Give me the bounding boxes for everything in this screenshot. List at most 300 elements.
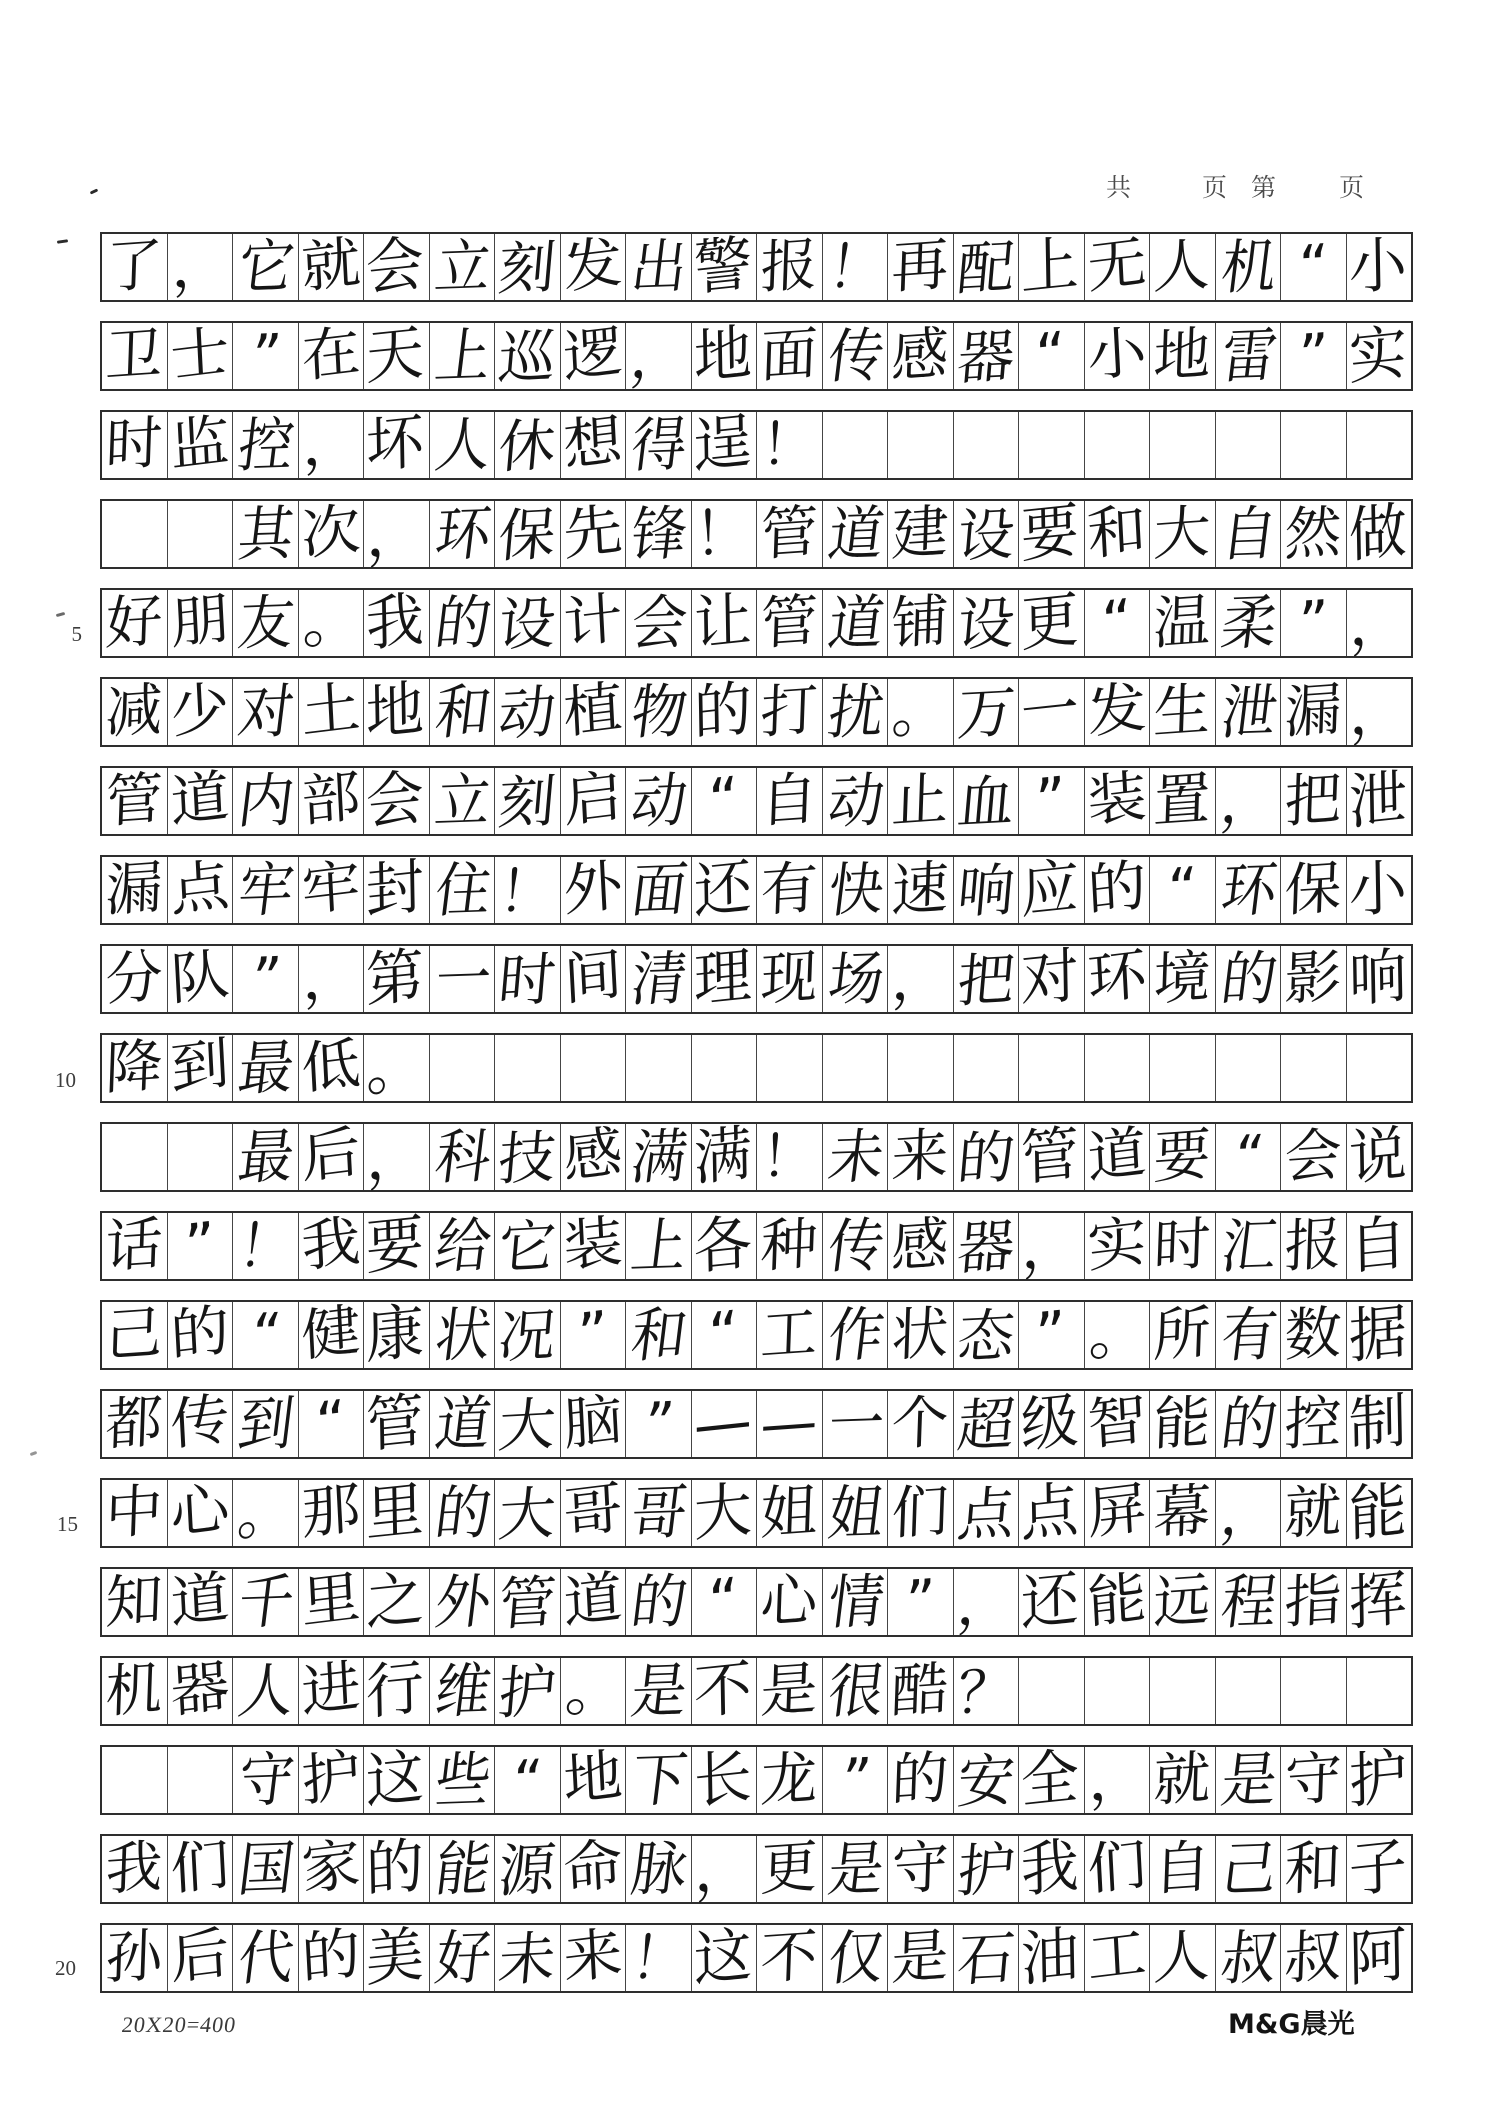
handwritten-character: 一 [1020,673,1080,750]
grid-cell [430,1745,496,1816]
grid-cell [1085,1920,1151,1993]
handwritten-character: 地 [693,317,753,394]
handwritten-character: 对 [1020,940,1080,1017]
grid-cell [561,1208,627,1281]
grid-cell [954,768,1020,838]
handwritten-character: 感 [890,1210,950,1281]
handwritten-character: 柔 [1217,588,1281,659]
grid-cell [364,851,430,928]
handwritten-character: 很 [824,1656,888,1727]
grid-cell [1347,1474,1412,1551]
grid-cell [1019,1830,1085,1907]
handwritten-character: 保 [1283,854,1343,925]
handwritten-character: 部 [299,763,362,836]
handwritten-character: 一 [431,944,495,1015]
grid-cell [1281,234,1347,300]
grid-cell [1150,1035,1216,1101]
grid-cell [757,320,823,391]
grid-cell [1281,1744,1347,1815]
grid-cell [757,587,823,658]
grid-cell [430,1834,496,1905]
handwritten-character: 健 [299,1297,362,1370]
handwritten-character: 维 [431,1656,495,1727]
handwritten-character: 所 [1152,1299,1212,1370]
handwritten-character: 未 [824,1122,888,1193]
handwritten-character: 能 [1152,1388,1212,1459]
grid-row [100,762,1413,839]
handwritten-character: 要 [365,1207,425,1284]
grid-cell [954,1747,1020,1817]
handwritten-character: 中 [104,1477,164,1548]
grid-cell [1216,1478,1282,1549]
handwritten-character: 心 [168,1475,231,1548]
handwritten-character: 封 [365,851,425,928]
handwritten-character: 康 [365,1296,425,1373]
handwritten-character: 千 [234,1567,299,1638]
handwritten-character: 那 [299,1475,362,1548]
handwritten-character: 时 [1152,1210,1212,1281]
handwritten-character: ， [954,1569,1018,1639]
handwritten-character: ， [890,943,950,1014]
grid-cell [561,496,627,569]
grid-cell [430,321,496,392]
stray-pen-mark [30,1451,38,1456]
grid-cell [1019,1741,1085,1818]
handwritten-character: 是 [1217,1745,1281,1816]
handwritten-character: 植 [561,674,624,747]
handwritten-character: 然 [1283,498,1343,569]
handwritten-character: 动 [627,766,692,837]
handwritten-character: 挥 [1348,1563,1408,1640]
grid-cell [102,1655,168,1726]
grid-cell [364,1296,430,1373]
handwritten-character: 次 [299,496,362,569]
grid-cell [102,1388,168,1459]
grid-cell [430,1567,496,1638]
handwritten-character: 保 [495,501,559,571]
line-number-5: 5 [71,622,82,646]
grid-cell [233,232,299,303]
handwritten-character: 人 [234,1656,299,1727]
handwritten-character: ， [299,941,362,1014]
handwritten-character: 动 [495,679,559,749]
grid-cell [561,1299,627,1368]
handwritten-character: ” [1035,764,1067,837]
handwritten-character: 要 [1152,1121,1212,1192]
grid-cell [1019,1919,1085,1996]
handwritten-character: 的 [1217,944,1281,1015]
grid-cell [495,501,561,571]
grid-cell [692,1207,758,1284]
handwritten-character: 里 [299,1564,362,1637]
grid-cell [823,232,889,303]
grid-row [100,317,1413,394]
grid-cell [561,1831,627,1904]
grid-cell [430,1035,496,1101]
handwritten-character: 我 [104,1833,164,1904]
grid-cell [1019,1118,1085,1195]
grid-cell [299,763,365,836]
handwritten-character: 外 [561,852,624,925]
grid-cell [1150,1121,1216,1192]
handwritten-character: 住 [431,855,495,926]
grid-cell [364,317,430,394]
handwritten-character: 家 [299,1831,362,1904]
handwritten-character: 守 [234,1745,299,1816]
grid-cell [823,1656,889,1727]
handwritten-character: 就 [299,229,362,302]
grid-cell [430,1389,496,1460]
grid-cell [1019,412,1085,478]
grid-row [100,495,1413,572]
grid-cell [1019,1385,1085,1462]
grid-cell [1347,495,1412,572]
handwritten-character: 。 [561,1653,624,1726]
grid-cell [954,1035,1020,1101]
grid-cell [561,407,627,480]
grid-cell [954,1569,1020,1639]
handwritten-character: 大 [495,1391,559,1461]
handwritten-character: 不 [693,1652,753,1729]
grid-cell [233,1211,299,1282]
handwritten-character: 我 [365,584,425,661]
handwritten-character: 理 [693,940,753,1017]
grid-cell [823,321,889,392]
grid-cell [299,1030,365,1103]
grid-cell [102,765,168,836]
handwritten-character: 立 [431,232,495,303]
grid-cell [692,1118,758,1195]
handwritten-character: 智 [1085,1386,1148,1459]
grid-cell [626,1389,692,1460]
grid-cell [954,1391,1020,1461]
handwritten-character: — [759,1388,819,1459]
handwritten-character: 到 [168,1030,231,1103]
handwritten-character: 最 [234,1122,299,1193]
handwritten-character: 这 [365,1741,425,1818]
handwritten-character: 面 [759,320,819,391]
grid-cell [1347,673,1412,750]
handwritten-character: 个 [890,1388,950,1459]
handwritten-character: 心 [759,1566,819,1637]
grid-cell [757,1655,823,1726]
grid-cell [561,1920,627,1993]
handwritten-character: “ [707,1298,739,1371]
grid-cell [168,1386,234,1459]
grid-cell [954,1124,1020,1194]
handwritten-character: 护 [495,1658,559,1728]
handwritten-character: 情 [824,1567,888,1638]
composition-grid [100,228,1413,2012]
grid-cell [364,762,430,839]
handwritten-character: 的 [1217,1389,1281,1460]
handwritten-character: 是 [627,1656,692,1727]
grid-cell [102,1477,168,1548]
handwritten-character: 生 [1152,676,1212,747]
handwritten-character: 点 [168,852,231,925]
grid-cell [430,1656,496,1727]
grid-cell [561,763,627,836]
handwritten-character: ” [1297,321,1330,390]
grid-cell [299,1119,365,1192]
grid-cell [1347,1035,1412,1101]
handwritten-character: 器 [954,1213,1018,1283]
grid-cell [299,1920,365,1993]
grid-cell [1347,1118,1412,1195]
grid-cell [1085,1658,1151,1724]
handwritten-character: 不 [759,1922,819,1993]
handwritten-character: ， [168,229,231,302]
handwritten-character: 上 [431,321,495,392]
handwritten-character: 是 [824,1834,888,1905]
grid-cell [364,1563,430,1640]
handwritten-character: 管 [495,1569,559,1639]
grid-cell [233,1745,299,1816]
handwritten-character: 数 [1283,1299,1343,1370]
handwritten-character: 友 [234,588,299,659]
handwritten-character: 据 [1348,1296,1408,1373]
grid-cell [954,590,1020,660]
grid-cell [299,674,365,747]
handwritten-character: ” [247,944,285,1015]
handwritten-character: 影 [1283,943,1343,1014]
handwritten-character: 感 [890,320,950,391]
handwritten-character: 叔 [1217,1923,1281,1994]
grid-cell [495,234,561,304]
grid-cell [1085,674,1151,747]
handwritten-character: 还 [1020,1563,1080,1640]
handwritten-character: 自 [1348,1207,1408,1284]
handwritten-character: 清 [627,944,692,1015]
grid-row [100,940,1413,1017]
handwritten-character: 人 [1152,1922,1212,1993]
handwritten-character: 状 [431,1300,495,1371]
handwritten-character: 哥 [627,1478,692,1549]
handwritten-character: 代 [234,1923,299,1994]
handwritten-character: 程 [1217,1567,1281,1638]
handwritten-character: 刻 [495,234,559,304]
handwritten-character: 漏 [104,854,164,925]
grid-cell [1216,1211,1282,1282]
handwritten-character: 好 [431,1923,495,1994]
grid-cell [364,1652,430,1729]
handwritten-character: 现 [759,943,819,1014]
grid-cell [1019,584,1085,661]
grid-cell [364,1385,430,1462]
handwritten-character: 我 [299,1208,362,1281]
grid-cell [757,1566,823,1637]
grid-cell [823,1300,889,1371]
grid-cell [233,1834,299,1905]
handwritten-character: 牢 [299,852,362,925]
handwritten-character: 会 [1283,1121,1343,1192]
grid-cell [692,851,758,928]
grid-cell [1085,1742,1151,1815]
grid-cell [1150,587,1216,658]
handwritten-character: 环 [431,499,495,570]
grid-cell [1216,1567,1282,1638]
handwritten-character: 控 [234,410,299,481]
handwritten-character: 外 [431,1567,495,1638]
handwritten-character: 想 [561,407,624,480]
handwritten-character: 行 [365,1652,425,1729]
grid-cell [888,1744,954,1815]
grid-cell [1216,232,1282,303]
handwritten-character: 传 [824,1211,888,1282]
handwritten-character: 满 [627,1122,692,1193]
handwritten-character: ” [904,1567,937,1636]
grid-cell [299,496,365,569]
handwritten-character: 低 [299,1030,362,1103]
handwritten-character: 地 [561,1742,624,1815]
grid-cell [1085,587,1151,656]
grid-cell [1216,1035,1282,1101]
grid-cell [823,1745,889,1816]
handwritten-character: 油 [1020,1919,1080,1996]
handwritten-character: 。 [890,676,950,747]
handwritten-character: — [693,1385,753,1462]
grid-cell [102,501,168,567]
handwritten-character: 来 [890,1121,950,1192]
handwritten-character: 时 [495,946,559,1016]
handwritten-character: 把 [1283,765,1343,836]
grid-cell [1150,1566,1216,1637]
grid-cell [102,1566,168,1637]
handwritten-character: 土 [299,674,362,747]
handwritten-character: 卫 [104,320,164,391]
handwritten-character: 己 [104,1299,164,1370]
handwritten-character: 响 [954,857,1018,927]
handwritten-character: 止 [890,765,950,836]
handwritten-character: 逞 [693,406,753,483]
grid-cell [692,228,758,305]
handwritten-character: 说 [1348,1118,1408,1195]
grid-cell [1216,588,1282,659]
handwritten-character: 里 [365,1474,425,1551]
grid-row [100,673,1413,750]
handwritten-character: 话 [104,1210,164,1281]
grid-cell [364,495,430,572]
grid-cell [757,1833,823,1904]
handwritten-character: ， [1217,766,1281,837]
handwritten-character: 得 [627,410,692,481]
grid-cell [168,229,234,302]
grid-row [100,1652,1413,1729]
handwritten-character: 状 [890,1299,950,1370]
handwritten-character: 能 [1348,1474,1408,1551]
handwritten-character: 道 [824,588,888,659]
handwritten-character: 姐 [759,1477,819,1548]
handwritten-character: 道 [824,499,888,570]
handwritten-character: 启 [561,763,624,836]
stray-pen-mark [90,188,99,194]
handwritten-character: 的 [365,1830,425,1907]
handwritten-character: 远 [1152,1566,1212,1637]
handwritten-character: 和 [1085,496,1148,569]
grid-cell [1281,943,1347,1014]
handwritten-character: 小 [1348,851,1408,928]
grid-cell [888,1833,954,1904]
handwritten-character: ” [1035,1298,1067,1371]
grid-cell [823,1567,889,1638]
grid-cell [102,1210,168,1281]
grid-cell [626,1300,692,1371]
grid-cell [1216,1300,1282,1371]
handwritten-character: 。 [365,1029,425,1106]
grid-cell [561,941,627,1014]
grid-cell [233,499,299,570]
handwritten-character: “ [313,1388,348,1457]
grid-row [100,584,1413,661]
handwritten-character: 的 [890,1744,950,1815]
grid-cell [299,1653,365,1726]
grid-cell [1347,1741,1412,1818]
grid-cell [1019,495,1085,572]
grid-cell [823,766,889,837]
grid-cell [626,1656,692,1727]
grid-cell [430,1122,496,1193]
handwritten-character: 传 [824,321,888,392]
grid-row [100,851,1413,928]
grid-cell [561,674,627,747]
handwritten-character: ！ [495,857,559,927]
handwritten-character: 们 [168,1831,231,1904]
handwritten-character: 点 [1020,1474,1080,1551]
grid-cell [757,1922,823,1993]
grid-cell [888,1035,954,1101]
grid-cell [1216,1745,1282,1816]
grid-cell [233,588,299,659]
grid-cell [888,1569,954,1635]
grid-cell [1019,764,1085,837]
grid-cell [102,1747,168,1813]
grid-cell [823,944,889,1015]
handwritten-character: 设 [954,590,1018,660]
handwritten-character: 装 [561,1208,624,1281]
handwritten-character: 能 [431,1834,495,1905]
handwritten-character: ” [182,1210,217,1279]
grid-cell [626,1478,692,1549]
grid-cell [168,585,234,658]
grid-cell [430,588,496,659]
grid-cell [299,585,365,658]
grid-cell [757,1299,823,1370]
handwritten-character: 守 [1283,1744,1343,1815]
handwritten-character: 一 [824,1389,888,1460]
handwritten-character: 道 [561,1564,624,1637]
handwritten-character: 的 [431,1478,495,1549]
grid-cell [102,409,168,480]
grid-cell [888,231,954,302]
grid-cell [495,1480,561,1550]
handwritten-character: 建 [890,498,950,569]
handwritten-character: 还 [693,851,753,928]
handwritten-character: ” [247,321,285,392]
grid-cell [102,943,168,1014]
grid-cell [168,407,234,480]
handwritten-character: 道 [168,1564,231,1637]
handwritten-character: ！ [759,1121,819,1192]
grid-row [100,1563,1413,1640]
grid-cell [1085,1208,1151,1281]
grid-cell [364,1919,430,1996]
handwritten-character: 上 [627,1211,692,1282]
handwritten-character: 自 [1217,499,1281,570]
handwritten-character: 减 [104,676,164,747]
handwritten-character: 科 [431,1122,495,1193]
handwritten-character: 面 [627,855,692,926]
grid-cell [626,232,692,303]
